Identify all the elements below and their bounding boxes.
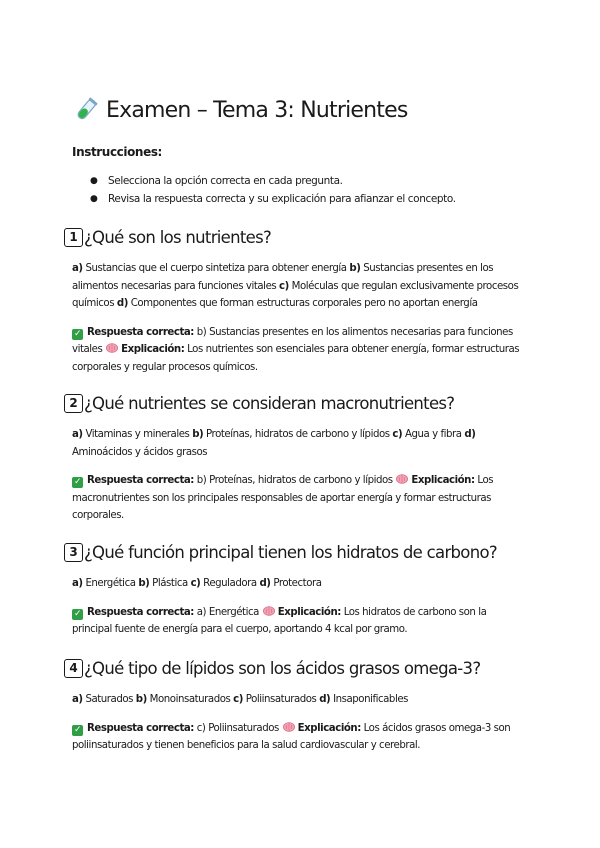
option-text: Plástica [152, 578, 188, 589]
question-text: ¿Qué función principal tienen los hidratos de carbono? [84, 542, 497, 562]
option-label: d) [319, 694, 331, 705]
option-label: a) [72, 694, 83, 705]
answer-text: b) Proteínas, hidratos de carbono y lípidos [196, 475, 393, 486]
answer-label: Respuesta correcta: [87, 722, 194, 734]
option-label: a) [72, 578, 83, 589]
option-text: Energética [85, 578, 136, 589]
question-text: ¿Qué son los nutrientes? [84, 227, 272, 247]
question-title [64, 539, 528, 565]
option-label: c) [233, 694, 243, 705]
instructions-list [72, 172, 542, 208]
option-label: b) [349, 263, 361, 274]
instruction-text: Revisa la respuesta correcta y su explicación para afianzar el concepto. [108, 193, 456, 205]
check-mark-icon: ✓ [73, 608, 82, 619]
question-title [64, 224, 528, 250]
option-text: Reguladora [203, 578, 257, 589]
option-text: Proteínas, hidratos de carbono y lípidos [206, 429, 390, 440]
instructions-heading: Instrucciones: [72, 145, 162, 159]
answer-text: b) Sustancias presentes en los alimentos necesarias para funciones vitales [72, 326, 513, 355]
option-text: Componentes que forman estructuras corporales pero no aportan energía [130, 298, 478, 309]
answer-text: c) Poliinsaturados [196, 722, 279, 734]
bullet-icon: ● [90, 176, 98, 186]
options [72, 575, 528, 593]
test-tube-icon [72, 96, 100, 124]
options [72, 691, 528, 709]
option-text: Saturados [85, 694, 133, 705]
answer-block [72, 720, 528, 755]
option-label: c) [190, 578, 201, 589]
check-mark-icon: ✓ [73, 724, 82, 735]
question-title [64, 655, 528, 681]
explanation-label: Explicación: [297, 722, 361, 734]
option-text: Vitaminas y minerales [85, 429, 190, 440]
question-text: ¿Qué nutrientes se consideran macronutrientes? [84, 393, 455, 413]
question-2 [69, 390, 528, 525]
question-text: ¿Qué tipo de lípidos son los ácidos grasos omega-3? [84, 658, 481, 678]
option-label: c) [392, 429, 403, 440]
question-4 [69, 655, 528, 755]
answer-label: Respuesta correcta: [87, 326, 194, 338]
answer-text: a) Energética [196, 606, 259, 618]
explanation-text: Los ácidos grasos omega-3 son poliinsaturados y tienen beneficios para la salud cardiovascular y cerebral. [72, 722, 511, 751]
list-item [72, 172, 542, 190]
option-text: Agua y fibra [405, 429, 462, 440]
answer-block [72, 472, 528, 525]
question-number-badge: 1 [64, 228, 83, 247]
answer-block [72, 324, 528, 377]
option-label: d) [259, 578, 271, 589]
explanation-text: Los macronutrientes son los principales responsables de aportar energía y formar estructuras corporales. [72, 475, 494, 521]
brain-icon [396, 474, 408, 484]
answer-block [72, 604, 528, 639]
bullet-icon: ● [90, 194, 98, 204]
explanation-text: Los hidratos de carbono son la principal fuente de energía para el cuerpo, aportando 4 kcal por gramo. [72, 606, 487, 635]
option-text: Sustancias presentes en los alimentos necesarias para funciones vitales [72, 263, 494, 292]
page-title [72, 96, 408, 124]
options [72, 426, 528, 461]
option-text: Protectora [273, 578, 322, 589]
question-title [64, 390, 528, 416]
option-label: d) [464, 429, 476, 440]
question-1 [69, 224, 528, 376]
brain-icon [283, 722, 295, 732]
brain-icon [263, 606, 275, 616]
option-label: b) [192, 429, 204, 440]
answer-label: Respuesta correcta: [87, 606, 194, 618]
option-text: Insaponificables [333, 694, 408, 705]
list-item [72, 190, 542, 208]
option-text: Monoinsaturados [149, 694, 231, 705]
option-text: Poliinsaturados [245, 694, 317, 705]
instruction-text: Selecciona la opción correcta en cada pregunta. [108, 175, 343, 187]
explanation-label: Explicación: [411, 475, 475, 486]
answer-label: Respuesta correcta: [87, 475, 194, 486]
explanation-label: Explicación: [277, 606, 341, 618]
option-label: b) [138, 578, 150, 589]
option-text: Aminoácidos y ácidos grasos [72, 446, 208, 458]
option-text: Moléculas que regulan exclusivamente procesos químicos [72, 280, 519, 309]
explanation-text: Los nutrientes son esenciales para obtener energía, formar estructuras corporales y regular procesos químicos. [72, 344, 520, 373]
option-label: d) [116, 298, 128, 309]
question-number-badge: 2 [64, 394, 83, 413]
brain-icon [106, 343, 118, 353]
check-mark-icon: ✓ [73, 477, 82, 487]
question-3 [69, 539, 528, 639]
page-title-text: Examen – Tema 3: Nutrientes [106, 97, 408, 123]
check-mark-icon: ✓ [73, 328, 82, 339]
explanation-label: Explicación: [121, 344, 185, 355]
option-label: a) [72, 429, 83, 440]
question-number-badge: 4 [64, 659, 83, 678]
question-number-badge: 3 [64, 543, 83, 562]
option-label: a) [72, 263, 83, 274]
option-label: b) [135, 694, 147, 705]
options [72, 260, 528, 313]
option-text: Sustancias que el cuerpo sintetiza para obtener energía [85, 263, 347, 274]
option-label: c) [279, 280, 289, 292]
